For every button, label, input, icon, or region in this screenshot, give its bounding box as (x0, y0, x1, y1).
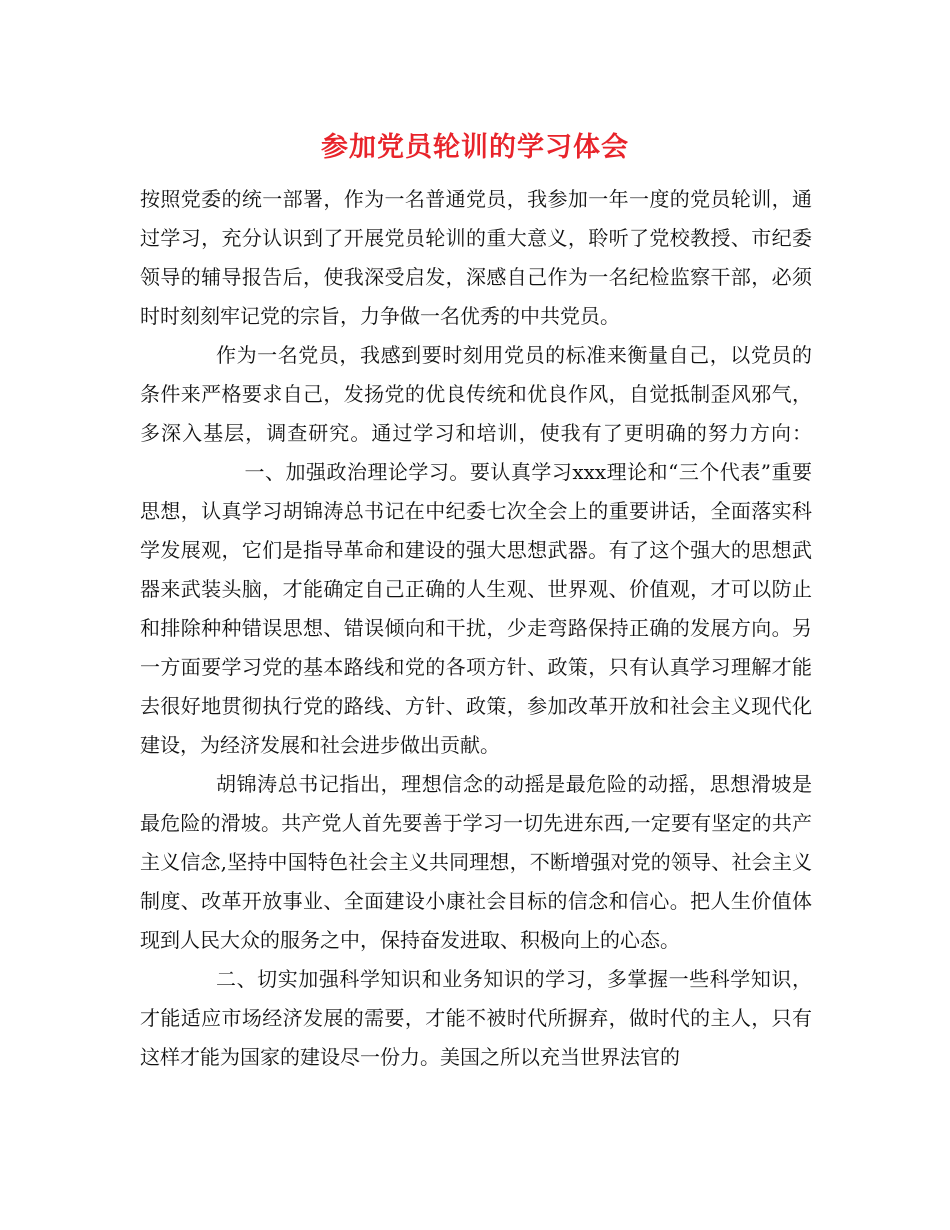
document-body (140, 180, 812, 1077)
paragraph-5: 二、切实加强科学知识和业务知识的学习，多掌握一些科学知识，才能适应市场经济发展的需要，才能不被时代所摒弃，做时代的主人，只有这样才能为国家的建设尽一份力。美国之所以充当世界法官的 (140, 967, 812, 1069)
paragraph-3-text: 一、加强政治理论学习。要认真学习xxx理论和“三个代表”重要思想，认真学习胡锦涛总书记在中纪委七次全会上的重要讲话，全面落实科学发展观，它们是指导革命和建设的强大思想武器。有了这个强大的思想武器来武装头脑，才能确定自己正确的人生观、世界观、价值观，才可以防止和排除种种错误思想、错误倾向和干扰，少走弯路保持正确的发展方向。另一方面要学习党的基本路线和党的各项方针、政策，只有认真学习理解才能去很好地贯彻执行党的路线、方针、政策，参加改革开放和社会主义现代化建设，为经济发展和社会进步做出贡献。 (140, 460, 812, 757)
paragraph-1: 按照党委的统一部署，作为一名普通党员，我参加一年一度的党员轮训，通过学习，充分认识到了开展党员轮训的重大意义，聆听了党校教授、市纪委领导的辅导报告后，使我深受启发，深感自己作为一名纪检监察干部，必须时时刻刻牢记党的宗旨，力争做一名优秀的中共党员。 (140, 187, 812, 328)
document-title: 参加党员轮训的学习体会 (321, 132, 629, 163)
paragraph-2 (140, 336, 812, 765)
paragraph-4: 胡锦涛总书记指出，理想信念的动摇是最危险的动摇，思想滑坡是最危险的滑坡。共产党人首先要善于学习一切先进东西,一定要有坚定的共产主义信念,坚持中国特色社会主义共同理想，不断增强对党的领导、社会主义制度、改革开放事业、全面建设小康社会目标的信念和信心。把人生价值体现到人民大众的服务之中，保持奋发进取、积极向上的心态。 (140, 772, 812, 952)
paragraph-2-text: 作为一名党员，我感到要时刻用党员的标准来衡量自己，以党员的条件来严格要求自己，发扬党的优良传统和优良作风，自觉抵制歪风邪气，多深入基层，调查研究。通过学习和培训，使我有了更明确的努力方向： (140, 343, 812, 445)
